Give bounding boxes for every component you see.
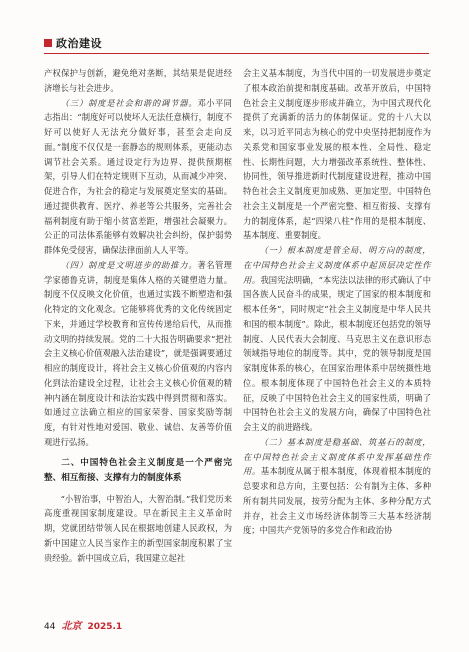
paragraph-body: 基本制度从属于根本制度，体现着根本制度的总要求和总方向，主要包括：公有制为主体、多种所有制共同发展，按劳分配为主体、多种分配方式并存，社会主义市场经济体制等三大基本经济制度；中国共产党领导的多党合作和政治协 <box>243 466 431 536</box>
page-footer <box>44 617 122 631</box>
paragraph <box>44 96 232 258</box>
paragraph <box>44 258 232 450</box>
paragraph-body: 我国宪法明确，“本宪法以法律的形式确认了中国各族人民奋斗的成果，规定了国家的根本制度和根本任务”，同时规定“社会主义制度是中华人民共和国的根本制度”。除此，根本制度还包括党的领导制度、人民代表大会制度、马克思主义在意识形态领域指导地位的制度等。其中，党的领导制度是国家制度体系的核心，在国家治理体系中居统摄性地位。根本制度体现了中国特色社会主义的本质特征，反映了中国特色社会主义的国家性质，明确了中国特色社会主义的发展方向，确保了中国特色社会主义的前进路线。 <box>243 274 431 432</box>
issue-number: 2025.1 <box>87 622 123 632</box>
left-column <box>44 66 232 565</box>
paragraph: 会主义基本制度，为当代中国的一切发展进步奠定了根本政治前提和制度基础。改革开放后，中国特色社会主义制度逐步形成并确立，为中国式现代化提供了充满新的活力的体制保证。党的十八大以来，以习近平同志为核心的党中央坚持把制度作为关系党和国家事业发展的根本性、全局性、稳定性、长期性问题，大力增强改革系统性、整体性、协同性，领导推进新时代制度建设进程，推动中国特色社会主义制度更加成熟、更加定型。中国特色社会主义制度是一个严密完整、相互衔接、支撑有力的制度体系，起“四梁八柱”作用的是根本制度、基本制度、重要制度。 <box>243 68 431 241</box>
subheading: （三）制度是社会和谐的调节器。 <box>60 97 198 108</box>
header-rule <box>44 53 429 54</box>
page-number: 44 <box>44 622 56 632</box>
paragraph <box>243 435 431 538</box>
page-header <box>0 0 469 60</box>
paragraph: “小智治事，中智治人，大智治制。”我们党历来高度重视国家制度建设。早在新民主主义革命时期，党就团结带领人民在根据地创建人民政权，为新中国建立人民当家作主的新型国家制度积累了宝贵经验。新中国成立后，我国建立起社 <box>44 493 232 563</box>
subheading: （一）根本制度是管全局、明方向的制度，在中国特色社会主义制度体系中起顶层决定性作用。 <box>243 245 431 285</box>
paragraph-body: 邓小平同志指出：“制度好可以使坏人无法任意横行，制度不好可以使好人无法充分做好事，甚至会走向反面。”制度不仅仅是一套静态的规则体系，更能动态调节社会关系。通过设定行为边界、提供预期框架，引导人们在特定规则下互动，从而减少冲突、促进合作，为社会的稳定与发展奠定坚实的基础。通过提供教育、医疗、养老等公共服务，完善社会福利制度有助于缩小贫富差距，增强社会凝聚力。公正的司法体系能够有效解决社会纠纷，保护弱势群体免受侵害，确保法律面前人人平等。 <box>44 97 232 255</box>
section-heading: 二、中国特色社会主义制度是一个严密完整、相互衔接、支撑有力的制度体系 <box>44 457 232 483</box>
right-column <box>243 66 431 538</box>
subheading: （四）制度是文明进步的助推力。 <box>60 259 198 270</box>
paragraph-body: 著名管理学家德鲁克讲，制度是集体人格的关键塑造力量。制度不仅反映文化价值，也通过实践不断塑造和强化特定的文化观念。它能够将优秀的文化传统固定下来，并通过学校教育和宣传传递给后代，从而推动文明的持续发展。党的二十大报告明确要求“把社会主义核心价值观融入法治建设”，就是强调要通过相应的制度设计，将社会主义核心价值观的内容内化到法治建设全过程，让社会主义核心价值观的精神内涵在制度设计和法治实践中得到贯彻和落实。如通过立法确立相应的国家荣誉、国家奖励等制度，有针对性地对爱国、敬业、诚信、友善等价值观进行弘扬。 <box>44 259 232 447</box>
section-title: 政治建设 <box>56 37 102 50</box>
paragraph <box>243 243 431 435</box>
paragraph: 产权保护与创新，避免绝对垄断，其结果是促进经济增长与社会进步。 <box>44 68 232 93</box>
subheading: （二）基本制度是稳基础、筑基石的制度，在中国特色社会主义制度体系中发挥基础性作用。 <box>243 436 431 477</box>
section-marker-icon <box>44 39 52 47</box>
magazine-logo: 北京 <box>61 621 82 632</box>
